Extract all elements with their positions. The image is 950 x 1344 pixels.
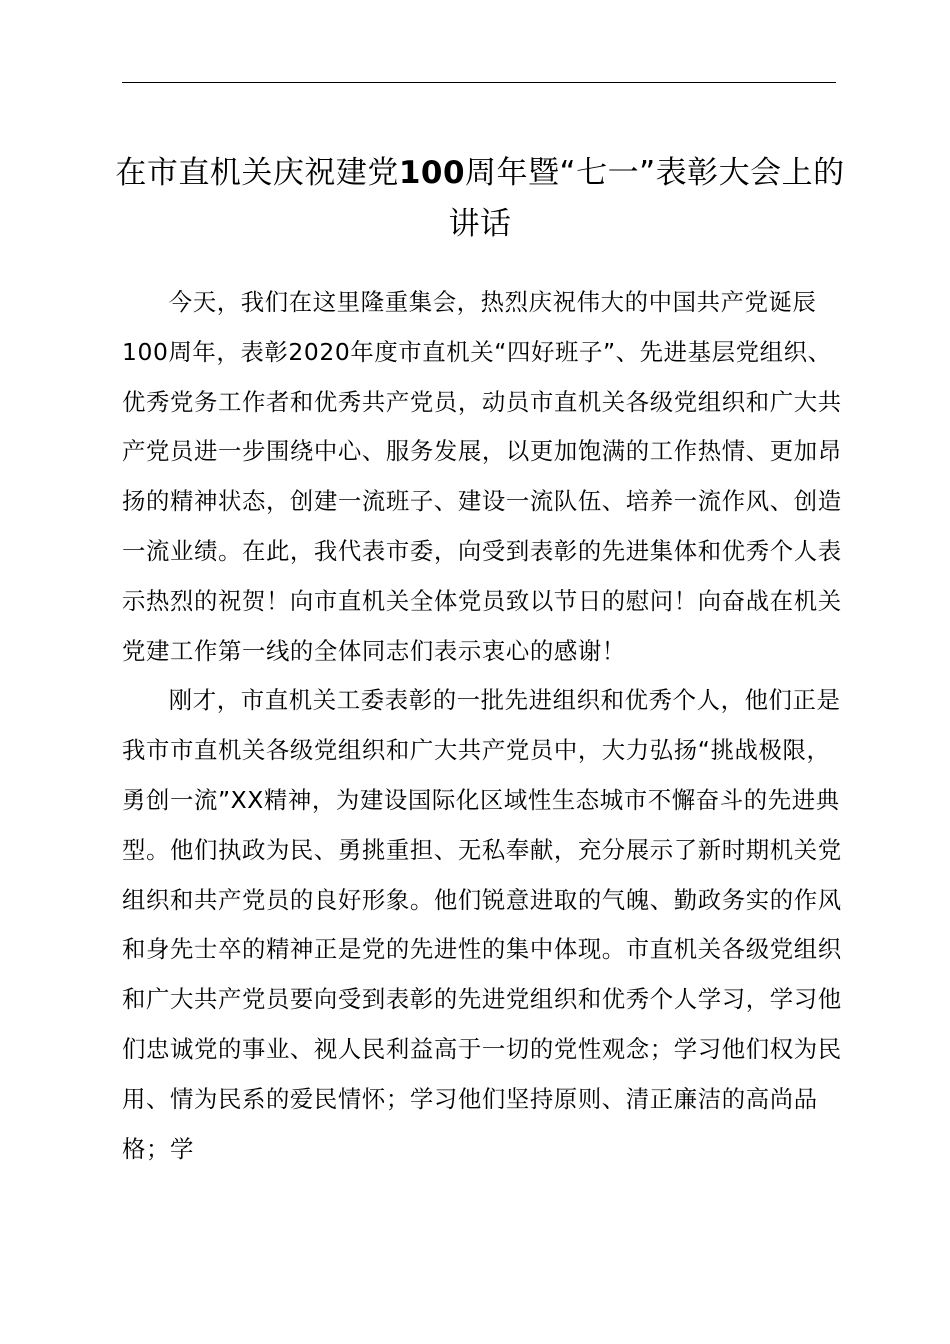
paragraph-2: 刚才，市直机关工委表彰的一批先进组织和优秀个人，他们正是我市市直机关各级党组织和广大共产党员中，大力弘扬“挑战极限，勇创一流”XX精神，为建设国际化区域性生态城市不懈奋斗的先进典型。他们执政为民、勇挑重担、无私奉献，充分展示了新时期机关党组织和共产党员的良好形象。他们锐意进取的气魄、勤政务实的作风和身先士卒的精神正是党的先进性的集中体现。市直机关各级党组织和广大共产党员要向受到表彰的先进党组织和优秀个人学习，学习他们忠诚党的事业、视人民利益高于一切的党性观念；学习他们权为民用、情为民系的爱民情怀；学习他们坚持原则、清正廉洁的高尚品格；学 bbox=[122, 686, 842, 1163]
paragraph-1: 今天，我们在这里隆重集会，热烈庆祝伟大的中国共产党诞辰100周年，表彰2020年度市直机关“四好班子”、先进基层党组织、优秀党务工作者和优秀共产党员，动员市直机关各级党组织和广大共产党员进一步围绕中心、服务发展，以更加饱满的工作热情、更加昂扬的精神状态，创建一流班子、建设一流队伍、培养一流作风、创造一流业绩。在此，我代表市委，向受到表彰的先进集体和优秀个人表示热烈的祝贺！向市直机关全体党员致以节日的慰问！向奋战在机关党建工作第一线的全体同志们表示衷心的感谢！ bbox=[122, 288, 842, 665]
title-part-2: 周年暨“七一”表彰大会上的讲话 bbox=[448, 155, 845, 242]
title-number: 100 bbox=[398, 155, 466, 191]
header-rule bbox=[122, 82, 836, 83]
document-body bbox=[122, 278, 852, 1174]
document-title bbox=[110, 148, 850, 250]
title-part-1: 在市直机关庆祝建党 bbox=[115, 155, 399, 191]
